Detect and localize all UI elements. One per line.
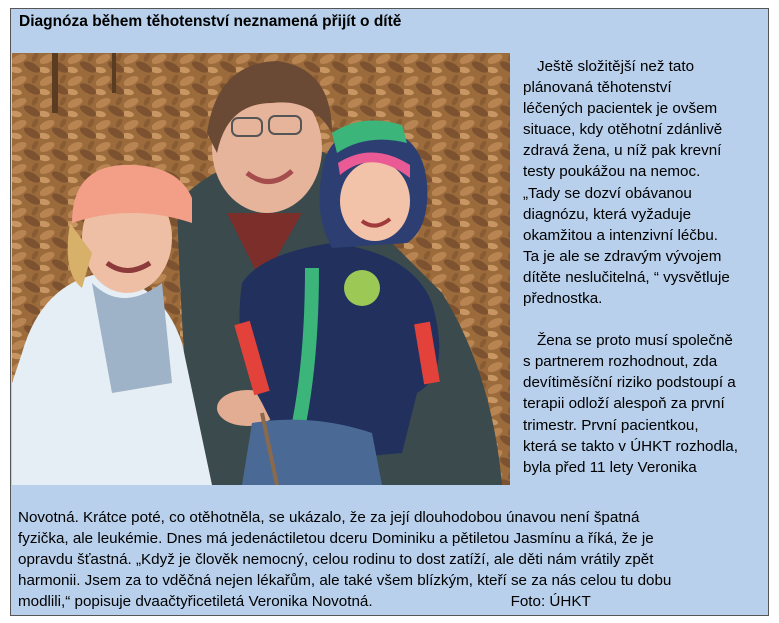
family-photo (12, 53, 510, 485)
paragraph-gap (523, 309, 768, 330)
text-line: Žena se proto musí společně (537, 332, 733, 350)
bottom-text (18, 507, 768, 612)
family-photo-illustration (12, 53, 510, 485)
text-line: opravdu šťastná. „Když je člověk nemocný, celou rodinu to dost zatíží, ale děti nám vrátily zpět (18, 551, 654, 569)
text-line: přednostka. (523, 290, 603, 308)
text-line: léčených pacientek je ovšem (523, 100, 718, 118)
article-box (10, 8, 769, 616)
text-line: byla před 11 lety Veronika (523, 458, 697, 476)
text-line: zdravá žena, u níž pak krevní (523, 142, 722, 160)
text-line: situace, kdy otěhotní zdánlivě (523, 121, 723, 139)
text-line: devítiměsíční riziko podstoupí a (523, 374, 736, 392)
right-column-text (523, 56, 768, 478)
text-line: fyzička, ale leukémie. Dnes má jedenáctiletou dceru Dominiku a pětiletou Jasmínu a říká, že je (18, 530, 654, 548)
text-line: testy poukážou na nemoc. (523, 163, 701, 181)
text-line: harmonii. Jsem za to vděčná nejen lékařům, ale také všem blízkým, kteří se za nás celou tu dobu (18, 572, 672, 590)
text-line: která se takto v ÚHKT rozhodla, (523, 437, 738, 455)
text-line: „Tady se dozví obávanou (523, 184, 692, 202)
photo-credit: Foto: ÚHKT (510, 593, 591, 611)
text-line: diagnózu, která vyžaduje (523, 205, 692, 223)
text-line: plánovaná těhotenství (523, 79, 672, 97)
text-line: modlili,“ popisuje dvaačtyřicetiletá Veronika Novotná. Foto: ÚHKT (18, 593, 591, 611)
text-line: trimestr. První pacientkou, (523, 416, 699, 434)
text-line: dítěte neslučitelná, “ vysvětluje (523, 268, 730, 286)
text-line: Ještě složitější než tato (537, 58, 695, 75)
article-title: Diagnóza během těhotenství neznamená přijít o dítě (19, 13, 402, 30)
text-line: terapii odloží alespoň za první (523, 395, 725, 413)
text-line: Ta je ale se zdravým vývojem (523, 247, 722, 265)
text-line: okamžitou a intenzivní léčbu. (523, 226, 719, 244)
text-line: s partnerem rozhodnout, zda (523, 353, 718, 371)
text-line: Novotná. Krátce poté, co otěhotněla, se ukázalo, že za její dlouhodobou únavou není špatná (18, 509, 640, 526)
